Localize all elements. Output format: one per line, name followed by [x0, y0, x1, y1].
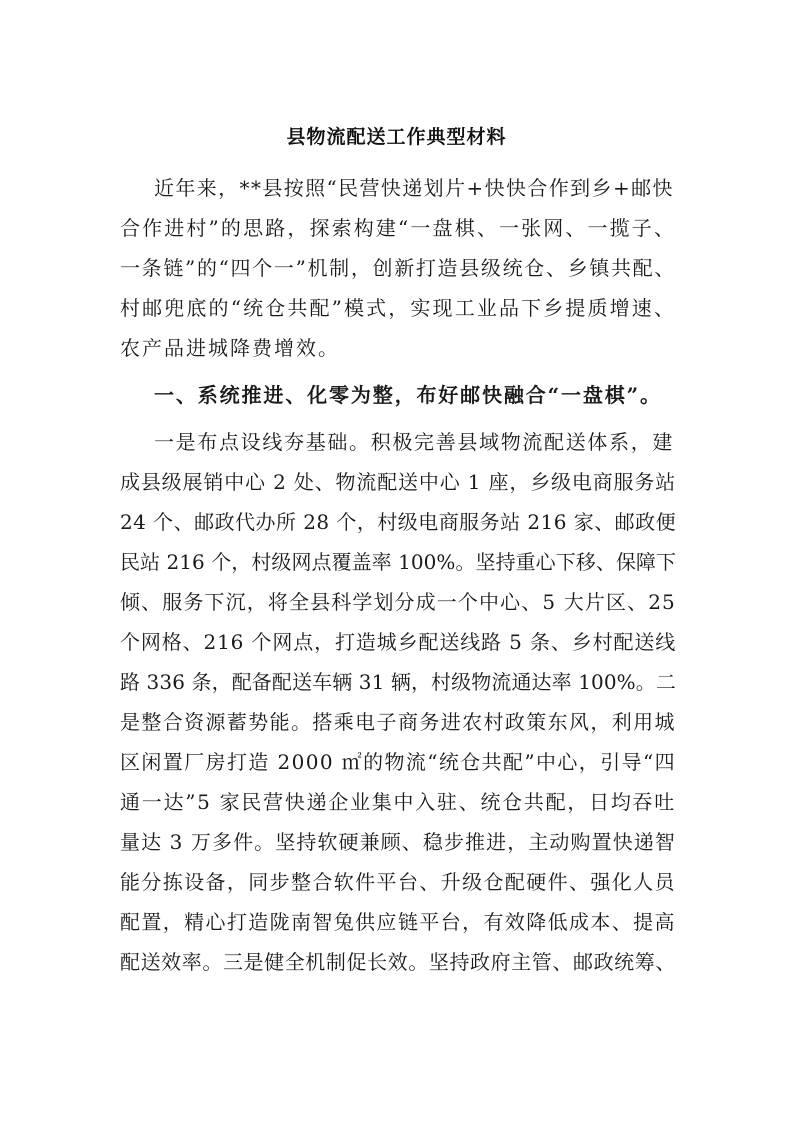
- paragraph-line: 是整合资源蓄势能。搭乘电子商务进农村政策东风，利用城: [120, 710, 676, 734]
- paragraph-line: 一是布点设线夯基础。积极完善县域物流配送体系，建: [154, 430, 675, 454]
- paragraph-line: 近年来，**县按照“民营快递划片+快快合作到乡+邮快: [154, 176, 674, 200]
- paragraph-line: 个网格、216 个网点，打造城乡配送线路 5 条、乡村配送线: [120, 630, 677, 654]
- paragraph-line: 量达 3 万多件。坚持软硬兼顾、稳步推进，主动购置快递智: [120, 830, 676, 854]
- paragraph-line: 民站 216 个，村级网点覆盖率 100%。坚持重心下移、保障下: [120, 550, 677, 574]
- paragraph-line: 24 个、邮政代办所 28 个，村级电商服务站 216 家、邮政便: [120, 510, 677, 534]
- paragraph-line: 成县级展销中心 2 处、物流配送中心 1 座，乡级电商服务站: [120, 470, 677, 494]
- paragraph-line: 通一达”5 家民营快递企业集中入驻、统仓共配，日均吞吐: [120, 790, 677, 814]
- document-title: 县物流配送工作典型材料: [286, 126, 507, 148]
- section-heading: 一、系统推进、化零为整，布好邮快融合“一盘棋”。: [154, 383, 662, 407]
- paragraph-line: 合作进村”的思路，探索构建“一盘棋、一张网、一揽子、: [120, 216, 677, 240]
- paragraph-line: 配送效率。三是健全机制促长效。坚持政府主管、邮政统筹、: [120, 950, 676, 974]
- paragraph-line: 农产品进城降费增效。: [120, 336, 340, 360]
- paragraph-line: 能分拣设备，同步整合软件平台、升级仓配硬件、强化人员: [120, 870, 676, 894]
- paragraph-line: 村邮兜底的“统仓共配”模式，实现工业品下乡提质增速、: [120, 296, 677, 320]
- paragraph-line: 配置，精心打造陇南智兔供应链平台，有效降低成本、提高: [120, 910, 676, 934]
- paragraph-line: 倾、服务下沉，将全县科学划分成一个中心、5 大片区、25: [120, 590, 676, 614]
- paragraph-line: 一条链”的“四个一”机制，创新打造县级统仓、乡镇共配、: [120, 256, 677, 280]
- paragraph-line: 路 336 条，配备配送车辆 31 辆，村级物流通达率 100%。二: [120, 670, 676, 694]
- paragraph-line: 区闲置厂房打造 2000 ㎡的物流“统仓共配”中心，引导“四: [120, 750, 676, 774]
